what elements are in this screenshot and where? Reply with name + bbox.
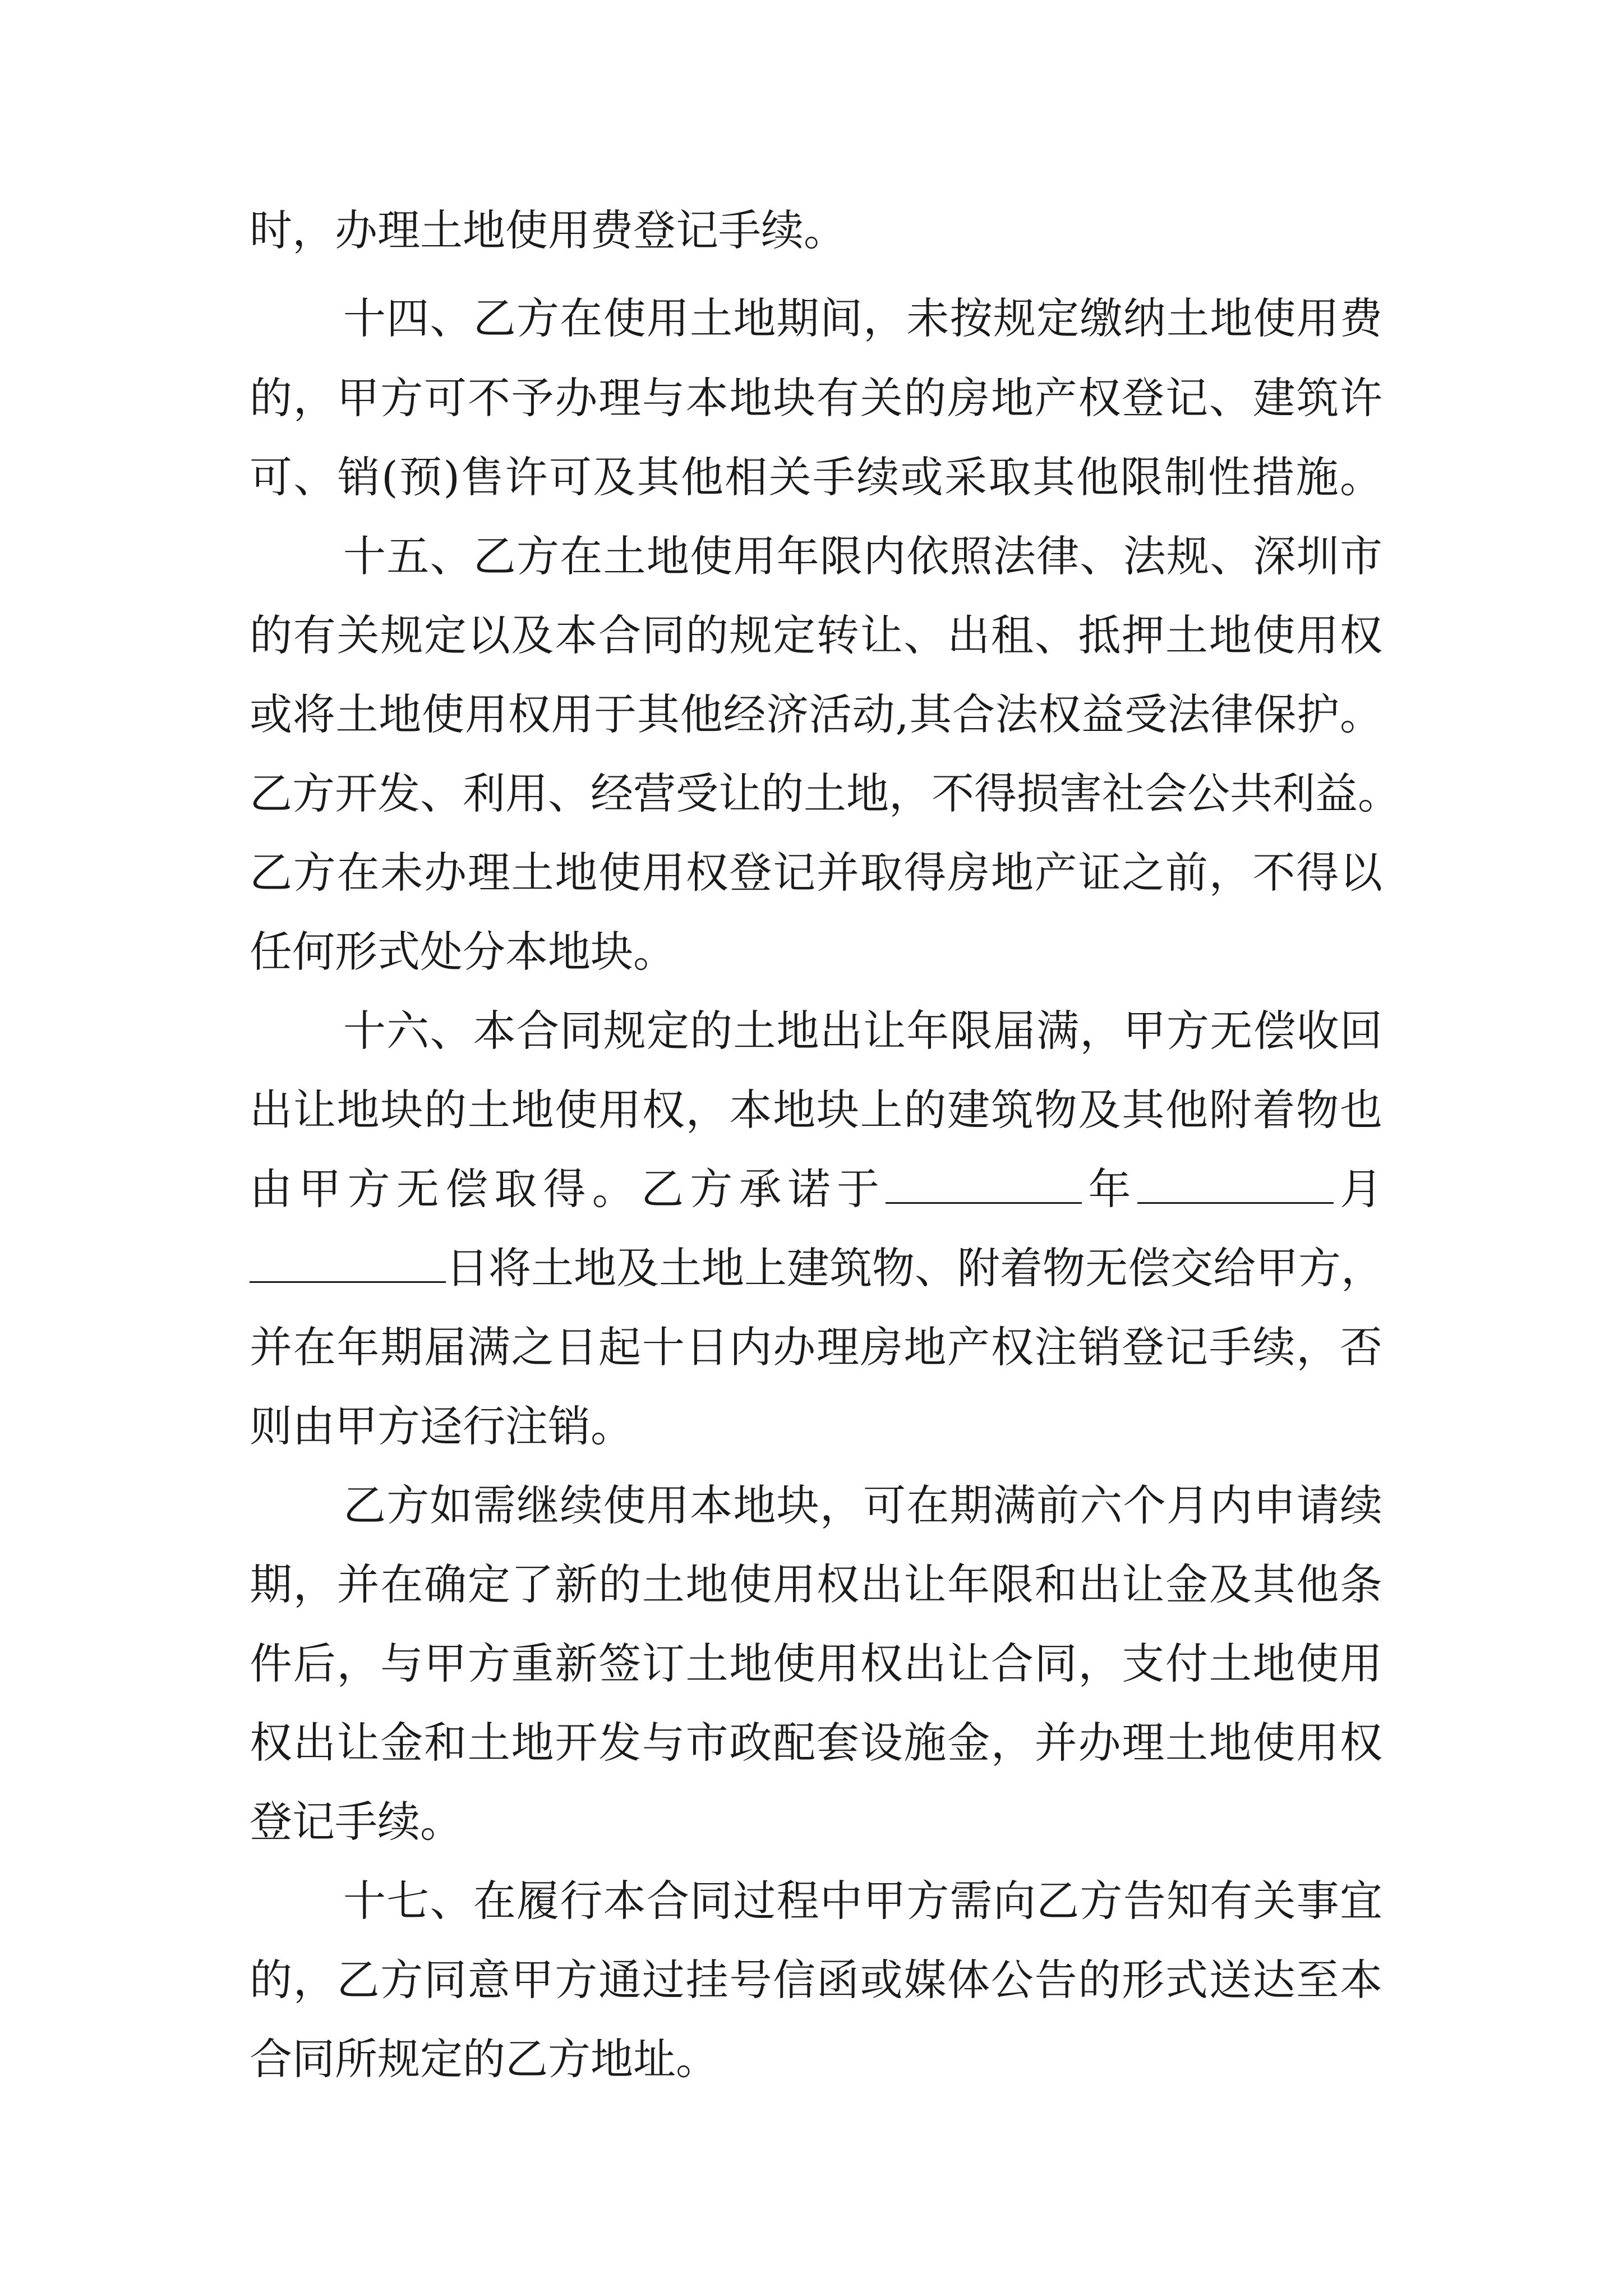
text-line: 十七、在履行本合同过程中甲方需向乙方告知有关事宜 [343,1876,1382,1926]
month-blank [1137,1163,1334,1204]
text-line: 或将土地使用权用于其他经济活动,其合法权益受法律保护。 [250,689,1382,739]
text-line: 并在年期届满之日起十日内办理房地产权注销登记手续，否 [250,1322,1382,1372]
text-line: 时，办理土地使用费登记手续。 [250,205,846,255]
month-label: 月 [1333,1164,1382,1214]
text-line: 出让地块的土地使用权，本地块上的建筑物及其他附着物也 [250,1085,1382,1135]
text-line-with-blanks [250,1240,1382,1296]
text-line: 十六、本合同规定的土地出让年限届满，甲方无偿收回 [343,1006,1382,1056]
text-line: 的有关规定以及本合同的规定转让、出租、抵押土地使用权 [250,610,1382,660]
text-line: 则由甲方迳行注销。 [250,1401,633,1451]
text-line: 的，甲方可不予办理与本地块有关的房地产权登记、建筑许 [250,373,1382,423]
text-line: 件后，与甲方重新签订土地使用权出让合同，支付土地使用 [250,1639,1382,1688]
text-line: 合同所规定的乙方地址。 [250,2034,718,2084]
text-line: 十四、乙方在使用土地期间，未按规定缴纳土地使用费 [343,293,1382,343]
text-segment: 日将土地及土地上建筑物、附着物无偿交给甲方， [446,1243,1384,1293]
text-line: 乙方开发、利用、经营受让的土地，不得损害社会公共利益。 [250,769,1400,818]
year-blank [886,1163,1082,1204]
day-blank [250,1242,446,1283]
text-segment: 由甲方无偿取得。乙方承诺于 [250,1164,886,1214]
text-line: 乙方在未办理土地使用权登记并取得房地产证之前，不得以 [250,848,1382,898]
text-line: 的，乙方同意甲方通过挂号信函或媒体公告的形式送达至本 [250,1955,1382,2005]
text-line: 任何形式处分本地块。 [250,927,676,977]
text-line: 可、销(预)售许可及其他相关手续或采取其他限制性措施。 [250,452,1382,502]
text-line: 登记手续。 [250,1797,463,1847]
text-line: 期，并在确定了新的土地使用权出让年限和出让金及其他条 [250,1559,1382,1609]
text-line: 权出让金和土地开发与市政配套设施金，并办理土地使用权 [250,1718,1382,1768]
text-line: 乙方如需继续使用本地块，可在期满前六个月内申请续 [343,1480,1382,1530]
text-line-with-blanks [250,1161,1382,1217]
year-label: 年 [1082,1164,1137,1214]
text-line: 十五、乙方在土地使用年限内依照法律、法规、深圳市 [343,531,1382,581]
